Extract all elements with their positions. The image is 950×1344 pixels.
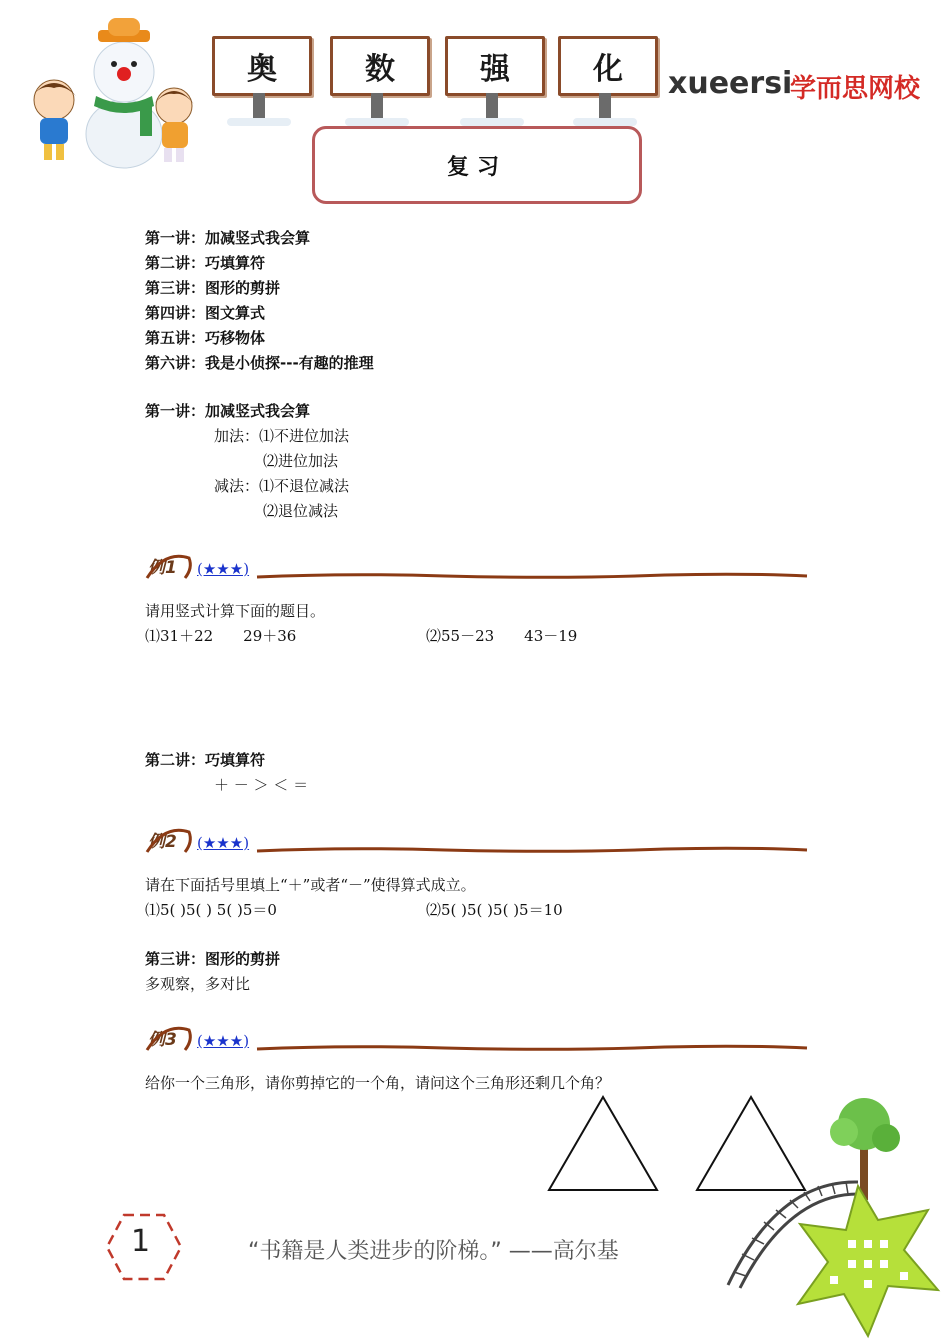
table-of-contents [145,226,374,376]
toc-item: 第一讲：加减竖式我会算 [145,229,311,247]
subtraction-label: 减法：⑴不退位减法 [214,477,350,495]
snow-base [345,118,409,126]
toc-item: 第四讲：图文算式 [145,304,266,322]
sign-post [599,93,611,119]
sign-post [486,93,498,119]
page-title: 复习 [312,126,642,204]
page-number: 1 [131,1224,151,1259]
toc-item: 第六讲：我是小侦探---有趣的推理 [145,354,374,372]
example2-prompt: 请在下面括号里填上“＋”或者“－”使得算式成立。 [145,876,476,894]
snow-base [460,118,524,126]
lecture3-heading: 第三讲：图形的剪拼 [145,950,281,968]
lecture2-heading: 第二讲：巧填算符 [145,751,266,769]
addition-label: 加法：⑴不进位加法 [214,427,350,445]
example1-divider [145,548,810,584]
toc-item: 第三讲：图形的剪拼 [145,279,281,297]
operator-symbols: ＋ － ＞ ＜ ＝ [214,776,309,794]
sign-post [253,93,265,119]
snow-base [573,118,637,126]
brand-logo-en: xueersi [668,66,793,101]
sign-post [371,93,383,119]
toc-item: 第五讲：巧移物体 [145,329,266,347]
sign-shu: 数 [330,36,430,96]
example3-difficulty: (★★★) [197,1032,250,1050]
lecture3-tip: 多观察，多对比 [145,975,251,993]
example1-difficulty: (★★★) [197,560,250,578]
example2-question-1: ⑴5( )5( ) 5( )5＝0 [145,901,277,919]
sign-ao: 奥 [212,36,312,96]
footer-quote: “书籍是人类进步的阶梯。” ——高尔基 [248,1239,619,1264]
example2-question-2: ⑵5( )5( )5( )5＝10 [426,901,563,919]
example1-prompt: 请用竖式计算下面的题目。 [145,602,326,620]
toc-item: 第二讲：巧填算符 [145,254,266,272]
sign-qiang: 强 [445,36,545,96]
example3-prompt: 给你一个三角形，请你剪掉它的一个角，请问这个三角形还剩几个角？ [145,1074,611,1092]
addition-item-2: ⑵进位加法 [263,452,339,470]
kids-snowman-illustration [14,14,210,174]
example3-divider [145,1020,810,1056]
example1-question-1: ⑴31＋22 29＋36 [145,627,297,645]
triangle-figure-1 [546,1094,660,1194]
example2-divider [145,822,810,858]
snow-base [227,118,291,126]
example3-label: 例3 [148,1030,177,1050]
bridge-tree-illustration [718,1090,948,1340]
subtraction-item-2: ⑵退位减法 [263,502,339,520]
example1-question-2: ⑵55－23 43－19 [426,627,578,645]
example2-difficulty: (★★★) [197,834,250,852]
lecture1-heading: 第一讲：加减竖式我会算 [145,402,311,420]
brand-logo-cn: 学而思网校 [790,74,921,104]
example1-label: 例1 [148,558,177,578]
example2-label: 例2 [148,832,177,852]
sign-hua: 化 [558,36,658,96]
